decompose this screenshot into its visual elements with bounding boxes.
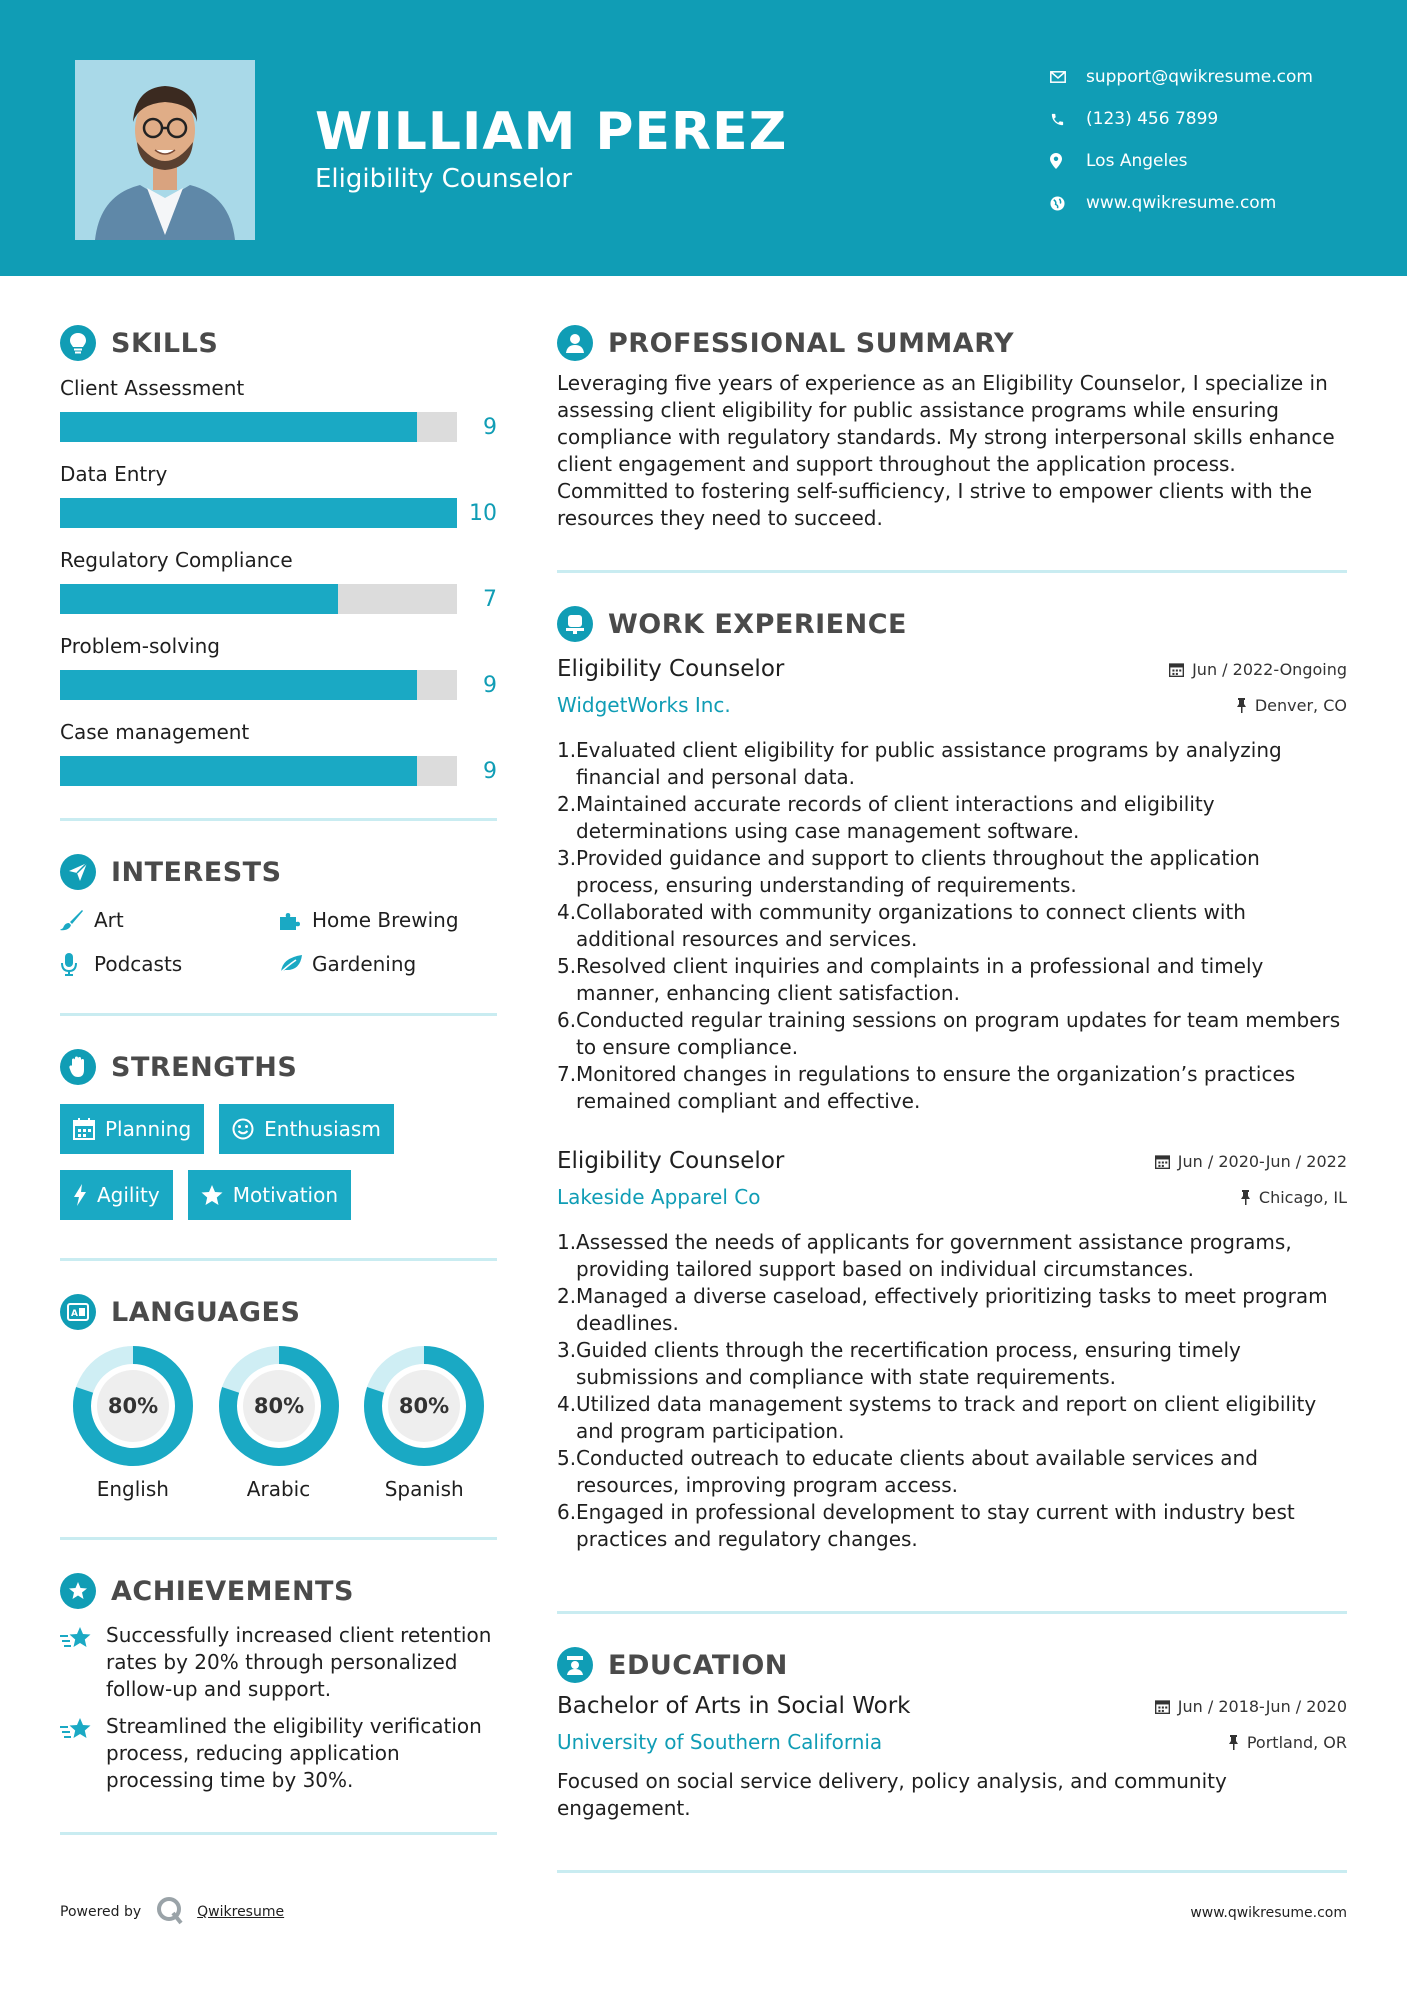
achievement-text: Streamlined the eligibility verification process, reducing application processing time by 30%.	[106, 1714, 482, 1792]
profile-photo	[75, 60, 255, 240]
language-percent: 80%	[399, 1394, 450, 1418]
section-divider	[60, 1013, 497, 1016]
left-column	[60, 320, 497, 1835]
job-location	[1240, 1188, 1347, 1207]
job-bullet: 3. Guided clients through the recertification process, ensuring timely submissions and compliance with state requirements.	[557, 1338, 1241, 1389]
skill-bar	[60, 498, 457, 528]
skill-value: 9	[483, 758, 497, 784]
job-entry	[557, 651, 1347, 1115]
envelope-icon	[1050, 71, 1086, 83]
contact-website[interactable]	[1050, 182, 1380, 224]
job-location	[1236, 696, 1347, 715]
puzzle-icon	[278, 909, 312, 931]
job-bullet: 6. Conducted regular training sessions on program updates for team members to ensure compliance.	[557, 1008, 1341, 1059]
powered-by-text: Powered by	[60, 1904, 142, 1920]
pushpin-icon	[1240, 1190, 1251, 1205]
language-percent: 80%	[107, 1394, 158, 1418]
education-date-text: Jun / 2018-Jun / 2020	[1177, 1696, 1347, 1716]
skill-bar	[60, 412, 457, 442]
bolt-icon	[73, 1184, 87, 1206]
pushpin-icon	[1236, 698, 1247, 713]
summary-section	[557, 320, 1347, 532]
strength-chip	[219, 1104, 394, 1154]
skill-value: 10	[469, 500, 497, 526]
education-location-text: Portland, OR	[1246, 1732, 1347, 1752]
job-location-text: Chicago, IL	[1258, 1187, 1347, 1207]
skill-name: Problem-solving	[60, 634, 220, 658]
achievement-item	[60, 1622, 497, 1703]
skill-bar-fill	[60, 412, 417, 442]
job-bullet: 4. Collaborated with community organizations to connect clients with additional resources and services.	[557, 900, 1246, 951]
job-location-text: Denver, CO	[1254, 695, 1347, 715]
job-bullet: 3. Provided guidance and support to clients throughout the application process, ensuring understanding of requirements.	[557, 846, 1260, 897]
contact-website-text: www.qwikresume.com	[1086, 193, 1277, 213]
job-bullet: 2. Maintained accurate records of client interactions and eligibility determinations using case management software.	[557, 792, 1215, 843]
language-gauge	[72, 1345, 194, 1467]
contact-list	[1050, 56, 1380, 224]
qwikresume-link[interactable]: Qwikresume	[197, 1904, 285, 1920]
section-divider	[60, 818, 497, 821]
experience-title: WORK EXPERIENCE	[608, 608, 907, 640]
skill-item	[60, 632, 497, 710]
calendar-icon	[73, 1118, 95, 1140]
language-name: Arabic	[246, 1477, 311, 1501]
raised-hand-icon	[60, 1049, 96, 1085]
section-divider	[557, 1870, 1347, 1873]
skill-item	[60, 718, 497, 796]
job-title: Eligibility Counselor	[557, 656, 785, 682]
strength-label: Motivation	[232, 1183, 339, 1207]
language-gauge	[363, 1345, 485, 1467]
job-bullet: 5. Resolved client inquiries and complaints in a professional and timely manner, enhancing client satisfaction.	[557, 954, 1264, 1005]
achievement-text: Successfully increased client retention rates by 20% through personalized follow-up and support.	[106, 1623, 492, 1701]
job-bullet: 1. Assessed the needs of applicants for government assistance programs, providing tailored support based on individual circumstances.	[557, 1230, 1292, 1281]
skill-bar	[60, 584, 457, 614]
qwikresume-logo-icon	[155, 1895, 185, 1929]
shooting-star-icon	[60, 1622, 106, 1703]
interest-item	[278, 905, 497, 935]
achievements-section	[60, 1568, 497, 1794]
job-date-text: Jun / 2022-Ongoing	[1192, 659, 1347, 679]
contact-email-text: support@qwikresume.com	[1086, 67, 1313, 87]
language-card-icon	[60, 1294, 96, 1330]
pushpin-icon	[1228, 1735, 1239, 1750]
skill-bar-fill	[60, 584, 338, 614]
interest-item	[278, 949, 497, 979]
skill-item	[60, 546, 497, 624]
briefcase-user-icon	[557, 606, 593, 642]
language-gauge	[218, 1345, 340, 1467]
achievements-title: ACHIEVEMENTS	[111, 1575, 354, 1607]
achievement-item	[60, 1713, 497, 1794]
lightbulb-icon	[60, 325, 96, 361]
job-entry	[557, 1143, 1347, 1553]
right-column	[557, 320, 1347, 1873]
strength-chip	[60, 1104, 204, 1154]
skill-bar-fill	[60, 498, 457, 528]
profile-photo-illustration	[75, 60, 255, 240]
job-bullet: 7. Monitored changes in regulations to ensure the organization’s practices remained compliant and effective.	[557, 1062, 1296, 1113]
language-item	[206, 1345, 352, 1501]
skills-section	[60, 320, 497, 796]
shooting-star-icon	[60, 1713, 106, 1794]
candidate-role: Eligibility Counselor	[315, 164, 573, 194]
experience-section	[557, 601, 1347, 1553]
interests-title: INTERESTS	[111, 856, 282, 888]
education-school: University of Southern California	[557, 1730, 883, 1754]
user-icon	[557, 325, 593, 361]
interest-label: Home Brewing	[312, 908, 459, 932]
section-divider	[60, 1537, 497, 1540]
skill-value: 9	[483, 672, 497, 698]
education-title: EDUCATION	[608, 1649, 788, 1681]
job-bullet: 1. Evaluated client eligibility for public assistance programs by analyzing financial and personal data.	[557, 738, 1282, 789]
languages-section	[60, 1289, 497, 1501]
paint-brush-icon	[60, 909, 94, 931]
interest-label: Art	[94, 908, 124, 932]
job-bullets	[557, 737, 1347, 1115]
interests-section	[60, 849, 497, 979]
strengths-section	[60, 1044, 497, 1220]
job-bullet: 2. Managed a diverse caseload, effectively prioritizing tasks to meet program deadlines.	[557, 1284, 1328, 1335]
strength-label: Agility	[97, 1183, 160, 1207]
strength-chip	[60, 1170, 173, 1220]
strength-chip	[188, 1170, 351, 1220]
leaf-icon	[278, 953, 312, 975]
contact-phone[interactable]	[1050, 98, 1380, 140]
job-date	[1155, 1152, 1347, 1171]
calendar-icon	[1155, 1699, 1170, 1714]
skill-value: 7	[483, 586, 497, 612]
calendar-icon	[1169, 662, 1184, 677]
education-location	[1228, 1733, 1347, 1752]
section-divider	[557, 1611, 1347, 1614]
map-pin-icon	[1050, 153, 1086, 169]
education-description: Focused on social service delivery, policy analysis, and community engagement.	[557, 1769, 1227, 1820]
job-bullet: 6. Engaged in professional development to stay current with industry best practices and regulatory changes.	[557, 1500, 1295, 1551]
star-icon	[201, 1184, 223, 1206]
candidate-name: WILLIAM PEREZ	[315, 102, 788, 162]
skill-bar-fill	[60, 756, 417, 786]
footer-powered-by	[60, 1895, 284, 1929]
phone-icon	[1050, 112, 1086, 127]
contact-phone-text: (123) 456 7899	[1086, 109, 1219, 129]
job-bullets	[557, 1229, 1347, 1553]
job-date-text: Jun / 2020-Jun / 2022	[1177, 1151, 1347, 1171]
skill-name: Case management	[60, 720, 250, 744]
language-name: English	[96, 1477, 169, 1501]
job-bullet: 4. Utilized data management systems to track and report on client eligibility and program participation.	[557, 1392, 1317, 1443]
interest-item	[60, 905, 278, 935]
languages-title: LANGUAGES	[111, 1296, 301, 1328]
smile-icon	[232, 1118, 254, 1140]
resume-header	[0, 0, 1407, 276]
microphone-icon	[60, 952, 94, 976]
job-title: Eligibility Counselor	[557, 1148, 785, 1174]
skill-value: 9	[483, 414, 497, 440]
job-bullet: 5. Conducted outreach to educate clients about available services and resources, improving program access.	[557, 1446, 1258, 1497]
language-percent: 80%	[253, 1394, 304, 1418]
section-divider	[60, 1258, 497, 1261]
calendar-icon	[1155, 1154, 1170, 1169]
education-section	[557, 1642, 1347, 1822]
skill-bar	[60, 670, 457, 700]
language-item	[60, 1345, 206, 1501]
paper-plane-icon	[60, 854, 96, 890]
contact-location-text: Los Angeles	[1086, 151, 1188, 171]
job-company: Lakeside Apparel Co	[557, 1185, 761, 1209]
skill-name: Client Assessment	[60, 376, 245, 400]
graduation-icon	[557, 1647, 593, 1683]
strengths-title: STRENGTHS	[111, 1051, 298, 1083]
job-company: WidgetWorks Inc.	[557, 693, 731, 717]
strength-label: Enthusiasm	[264, 1117, 381, 1141]
summary-text: Leveraging five years of experience as an Eligibility Counselor, I specialize in assessing client eligibility for public assistance programs while ensuring compliance with regulatory standards. My strong interpersonal skills enhance client engagement and support throughout the application process. Committed to fostering self-sufficiency, I strive to empower clients with the resources they need to succeed.	[557, 371, 1335, 530]
contact-location	[1050, 140, 1380, 182]
interest-label: Podcasts	[94, 952, 183, 976]
interest-item	[60, 949, 278, 979]
skill-item	[60, 374, 497, 452]
globe-icon	[1050, 196, 1086, 211]
skill-bar	[60, 756, 457, 786]
section-divider	[557, 570, 1347, 573]
skill-name: Regulatory Compliance	[60, 548, 293, 572]
skill-name: Data Entry	[60, 462, 168, 486]
svg-text:A: A	[71, 1309, 78, 1319]
section-divider	[60, 1832, 497, 1835]
language-name: Spanish	[384, 1477, 464, 1501]
education-degree: Bachelor of Arts in Social Work	[557, 1693, 911, 1719]
contact-email[interactable]	[1050, 56, 1380, 98]
award-star-icon	[60, 1573, 96, 1609]
interest-label: Gardening	[312, 952, 417, 976]
language-item	[351, 1345, 497, 1501]
summary-title: PROFESSIONAL SUMMARY	[608, 327, 1015, 359]
skill-bar-fill	[60, 670, 417, 700]
skill-item	[60, 460, 497, 538]
skills-title: SKILLS	[111, 327, 219, 359]
job-date	[1169, 660, 1347, 679]
strength-label: Planning	[105, 1117, 192, 1141]
footer-website[interactable]: www.qwikresume.com	[1190, 1905, 1347, 1921]
education-date	[1155, 1697, 1347, 1716]
